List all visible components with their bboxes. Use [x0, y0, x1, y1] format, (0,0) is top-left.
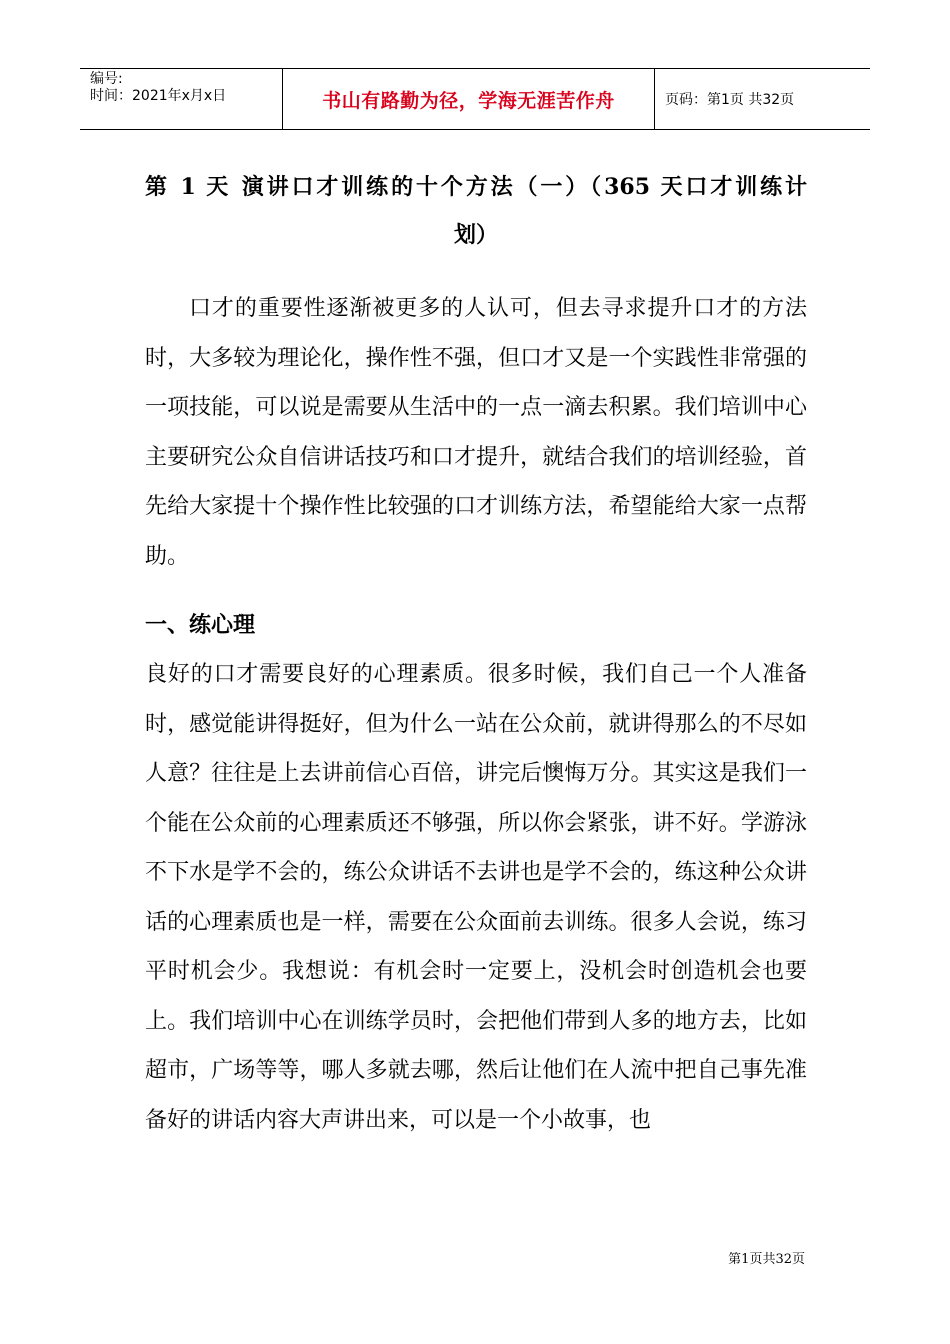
section-heading-1: 一、练心理: [145, 612, 256, 638]
document-number-label: 编号:: [90, 71, 123, 87]
footer-page-number: 第1页共32页: [728, 1252, 805, 1267]
header-page-label: 页码：第1页 共32页: [665, 92, 795, 108]
header-table: [80, 68, 870, 130]
section-1-paragraph: 良好的口才需要良好的心理素质。很多时候，我们自己一个人准备时，感觉能讲得挺好，但为什么一站在公众前，就讲得那么的不尽如人意？往往是上去讲前信心百倍，讲完后懊悔万分。其实这是我们一个能在公众前的心理素质还不够强，所以你会紧张，讲不好。学游泳不下水是学不会的，练公众讲话不去讲也是学不会的，练这种公众讲话的心理素质也是一样，需要在公众面前去训练。很多人会说，练习平时机会少。我想说：有机会时一定要上，没机会时创造机会也要上。我们培训中心在训练学员时，会把他们带到人多的地方去，比如超市，广场等等，哪人多就去哪，然后让他们在人流中把自己事先准备好的讲话内容大声讲出来，可以是一个小故事，也: [145, 662, 807, 1133]
title-line-2: 划）: [453, 222, 498, 248]
title-line-1: 第 1 天 演讲口才训练的十个方法（一）（365 天口才训练计: [145, 174, 807, 200]
header-motto: 书山有路勤为径，学海无涯苦作舟: [283, 69, 655, 129]
header-meta-cell: [80, 69, 283, 129]
document-time-label: 时间：2021年x月x日: [90, 88, 227, 104]
intro-paragraph: 口才的重要性逐渐被更多的人认可，但去寻求提升口才的方法时，大多较为理论化，操作性不强，但口才又是一个实践性非常强的一项技能，可以说是需要从生活中的一点一滴去积累。我们培训中心主要研究公众自信讲话技巧和口才提升，就结合我们的培训经验，首先给大家提十个操作性比较强的口才训练方法，希望能给大家一点帮助。: [145, 296, 807, 569]
document-title: [145, 163, 807, 259]
